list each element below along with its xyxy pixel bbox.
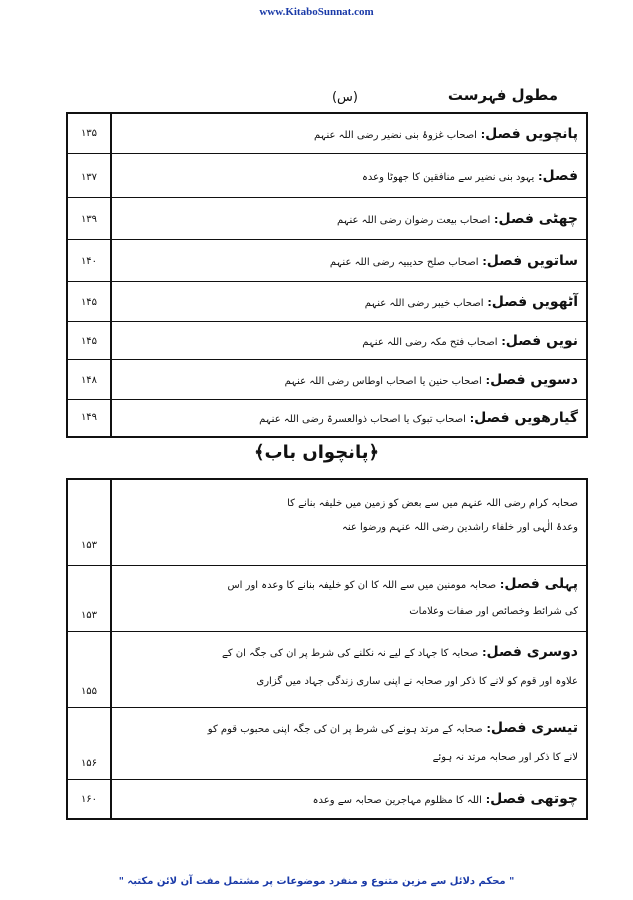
table-row [68, 198, 586, 240]
entry-description: صحابہ کے مرتد ہونے کی شرط پر ان کی جگہ اپنی محبوب قوم کو [207, 724, 483, 735]
entry-page-number: ۱۵۳ [80, 540, 98, 551]
entry-text-line2 [122, 598, 578, 623]
entry-text: تیسری فصل: صحابہ کے مرتد ہونے کی شرط پر ان کی جگہ اپنی محبوب قوم کو [207, 720, 578, 736]
entry-heading: پہلی فصل [504, 576, 578, 592]
entry-description: اصحاب تبوک یا اصحاب ذوالعسرۃ رضی اللہ عنہم [259, 414, 466, 425]
entry-heading: آٹھویں فصل [491, 294, 578, 310]
entry-text: پانچویں فصل: اصحاب غزوۂ بنی نضیر رضی اللہ عنہم [313, 126, 578, 142]
entry-text: دسویں فصل: اصحاب حنین یا اصحاب اوطاس رضی اللہ عنہم [284, 372, 578, 388]
table-row [68, 632, 586, 708]
entry-page-number: ۱۵۵ [80, 686, 98, 697]
entry-text: چوتھی فصل: اللہ کا مظلوم مہاجرین صحابہ سے وعدہ [312, 791, 578, 807]
page-header [88, 86, 558, 112]
entry-heading: دسویں فصل [490, 372, 578, 388]
entry-description: اصحاب غزوۂ بنی نضیر رضی اللہ عنہم [313, 130, 477, 141]
entry-description-continued: لانے کا ذکر اور صحابہ مرتد نہ ہوئے [432, 752, 578, 763]
table-row [68, 114, 586, 154]
entry-page-number: ۱۴۰ [80, 256, 98, 267]
entry-description-continued: وعدۂ الٰہی اور خلفاء راشدین رضی اللہ عنہم ورضوا عنہ [342, 522, 578, 533]
entry-page-number: ۱۴۸ [80, 375, 98, 386]
entry-text: ساتویں فصل: اصحاب صلح حدیبیہ رضی اللہ عنہم [329, 253, 578, 269]
entry-text: فصل: یہود بنی نضیر سے منافقین کا جھوٹا وعدہ [362, 168, 578, 184]
entry-heading: نویں فصل [505, 333, 578, 349]
entry-page-number: ۱۳۹ [80, 214, 98, 225]
entry-heading: پانچویں فصل [485, 126, 578, 142]
entry-text-line2 [122, 668, 578, 693]
entry-text-line2 [122, 514, 578, 539]
entry-heading: فصل [542, 168, 578, 184]
entry-heading: گیارھویں فصل [474, 410, 578, 426]
entry-description: صحابہ کرام رضی اللہ عنہم میں سے بعض کو زمین میں خلیفہ بنانے کا [287, 498, 578, 509]
entry-page-number: ۱۳۷ [80, 172, 98, 183]
entry-description: اصحاب بیعت رضوان رضی اللہ عنہم [336, 215, 491, 226]
table-row [68, 708, 586, 780]
entry-description: صحابہ کا جہاد کے لیے نہ نکلنے کی شرط پر ان کی جگہ ان کے [222, 648, 479, 659]
entry-description: صحابہ مومنین میں سے اللہ کا ان کو خلیفہ بنانے کا وعدہ اور اس [227, 580, 497, 591]
entry-description-continued: کی شرائط وخصائص اور صفات وعلامات [409, 606, 578, 617]
entry-heading: دوسری فصل [486, 644, 578, 660]
entry-heading: تیسری فصل [490, 720, 578, 736]
table-row [68, 400, 586, 436]
contents-table-2 [66, 478, 588, 820]
table-row [68, 322, 586, 360]
entry-text: چھٹی فصل: اصحاب بیعت رضوان رضی اللہ عنہم [336, 211, 578, 227]
page-number: (س) [331, 90, 358, 105]
footer-tagline: " محکم دلائل سے مزین متنوع و منفرد موضوعات پر مشتمل مفت آن لائن مکتبہ " [118, 876, 515, 887]
entry-page-number: ۱۶۰ [80, 794, 98, 805]
entry-page-number: ۱۳۵ [80, 128, 98, 139]
table-row [68, 240, 586, 282]
contents-table-1 [66, 112, 588, 438]
entry-description: اصحاب خیبر رضی اللہ عنہم [364, 298, 484, 309]
entry-text-line2 [122, 744, 578, 769]
table-row [68, 480, 586, 566]
website-url[interactable]: www.KitaboSunnat.com [259, 6, 374, 18]
entry-heading: ساتویں فصل [486, 253, 578, 269]
entry-text: دوسری فصل: صحابہ کا جہاد کے لیے نہ نکلنے کی شرط پر ان کی جگہ ان کے [222, 644, 578, 660]
entry-description-continued: علاوہ اور قوم کو لانے کا ذکر اور صحابہ نے اپنی ساری زندگی جہاد میں گزاری [256, 676, 578, 687]
entry-text: گیارھویں فصل: اصحاب تبوک یا اصحاب ذوالعسرۃ رضی اللہ عنہم [259, 410, 578, 426]
entry-heading: چھٹی فصل [498, 211, 578, 227]
entry-page-number: ۱۴۵ [80, 336, 98, 347]
table-row [68, 282, 586, 322]
entry-text: نویں فصل: اصحاب فتح مکہ رضی اللہ عنہم [362, 333, 578, 349]
table-row [68, 154, 586, 198]
entry-description: یہود بنی نضیر سے منافقین کا جھوٹا وعدہ [362, 172, 535, 183]
entry-page-number: ۱۴۵ [80, 297, 98, 308]
chapter-title: ﴿پانچواں باب﴾ [253, 442, 380, 463]
entry-text: آٹھویں فصل: اصحاب خیبر رضی اللہ عنہم [364, 294, 578, 310]
entry-description: اللہ کا مظلوم مہاجرین صحابہ سے وعدہ [312, 795, 482, 806]
page-header-title: مطول فہرست [447, 86, 558, 104]
entry-description: اصحاب حنین یا اصحاب اوطاس رضی اللہ عنہم [284, 376, 482, 387]
table-row [68, 566, 586, 632]
entry-description: اصحاب صلح حدیبیہ رضی اللہ عنہم [329, 257, 479, 268]
entry-heading: چوتھی فصل [490, 791, 578, 807]
entry-page-number: ۱۵۳ [80, 610, 98, 621]
entry-text: پہلی فصل: صحابہ مومنین میں سے اللہ کا ان کو خلیفہ بنانے کا وعدہ اور اس [227, 576, 578, 592]
table-row [68, 360, 586, 400]
entry-text [122, 490, 578, 515]
entry-description: اصحاب فتح مکہ رضی اللہ عنہم [362, 337, 498, 348]
entry-page-number: ۱۵۶ [80, 758, 98, 769]
table-row [68, 780, 586, 818]
entry-page-number: ۱۴۹ [80, 412, 98, 423]
